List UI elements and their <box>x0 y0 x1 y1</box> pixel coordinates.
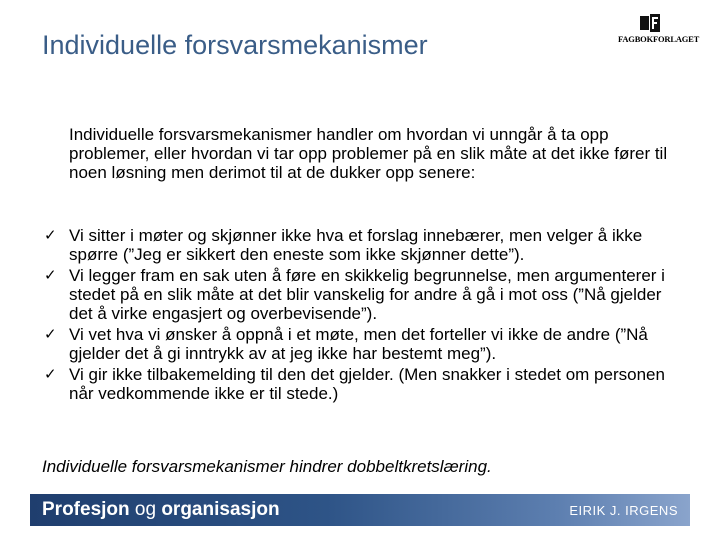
bullet-text: Vi gir ikke tilbakemelding til den det gjelder. (Men snakker i stedet om personen når vedkommende ikke er til stede.) <box>69 365 665 403</box>
list-item <box>44 365 684 403</box>
intro-paragraph: Individuelle forsvarsmekanismer handler om hvordan vi unngår å ta opp problemer, eller hvordan vi tar opp problemer på en slik måte at det ikke fører til noen løsning men derimot til at de dukker opp senere: <box>69 125 668 182</box>
bullet-text: Vi sitter i møter og skjønner ikke hva et forslag innebærer, men velger å ikke spørre (”Jeg er sikkert den eneste som ikke skjønner dette”). <box>69 226 643 264</box>
bullet-text: Vi vet hva vi ønsker å oppnå i et møte, men det forteller vi ikke de andre (”Nå gjelder det å gi inntrykk av at jeg ikke har bestemt meg”). <box>69 325 648 363</box>
check-icon: ✓ <box>44 365 57 383</box>
logo-text: FAGBOKFORLAGET <box>618 34 700 44</box>
footer-title-part: og <box>134 499 157 520</box>
bullet-list <box>44 226 684 405</box>
check-icon: ✓ <box>44 266 57 284</box>
footer-title-part: Profesjon <box>42 499 135 520</box>
book-f-icon <box>640 14 660 32</box>
list-item <box>44 226 684 264</box>
list-item <box>44 266 684 323</box>
footer-bar <box>30 494 690 526</box>
bullet-text: Vi legger fram en sak uten å føre en skikkelig begrunnelse, men argumenterer i stedet på en slik måte at det blir vanskelig for andre å gå i mot oss (”Nå gjelder det å virke engasjert og overbevisende”). <box>69 266 665 323</box>
footer-book-title <box>42 499 280 521</box>
conclusion-text: Individuelle forsvarsmekanismer hindrer dobbeltkretslæring. <box>42 457 492 476</box>
check-icon: ✓ <box>44 325 57 343</box>
footer-title-part: organisasjon <box>156 499 280 520</box>
list-item <box>44 325 684 363</box>
slide-title: Individuelle forsvarsmekanismer <box>42 30 428 60</box>
footer-author: EIRIK J. IRGENS <box>569 503 678 518</box>
check-icon: ✓ <box>44 226 57 244</box>
publisher-logo <box>618 14 700 50</box>
